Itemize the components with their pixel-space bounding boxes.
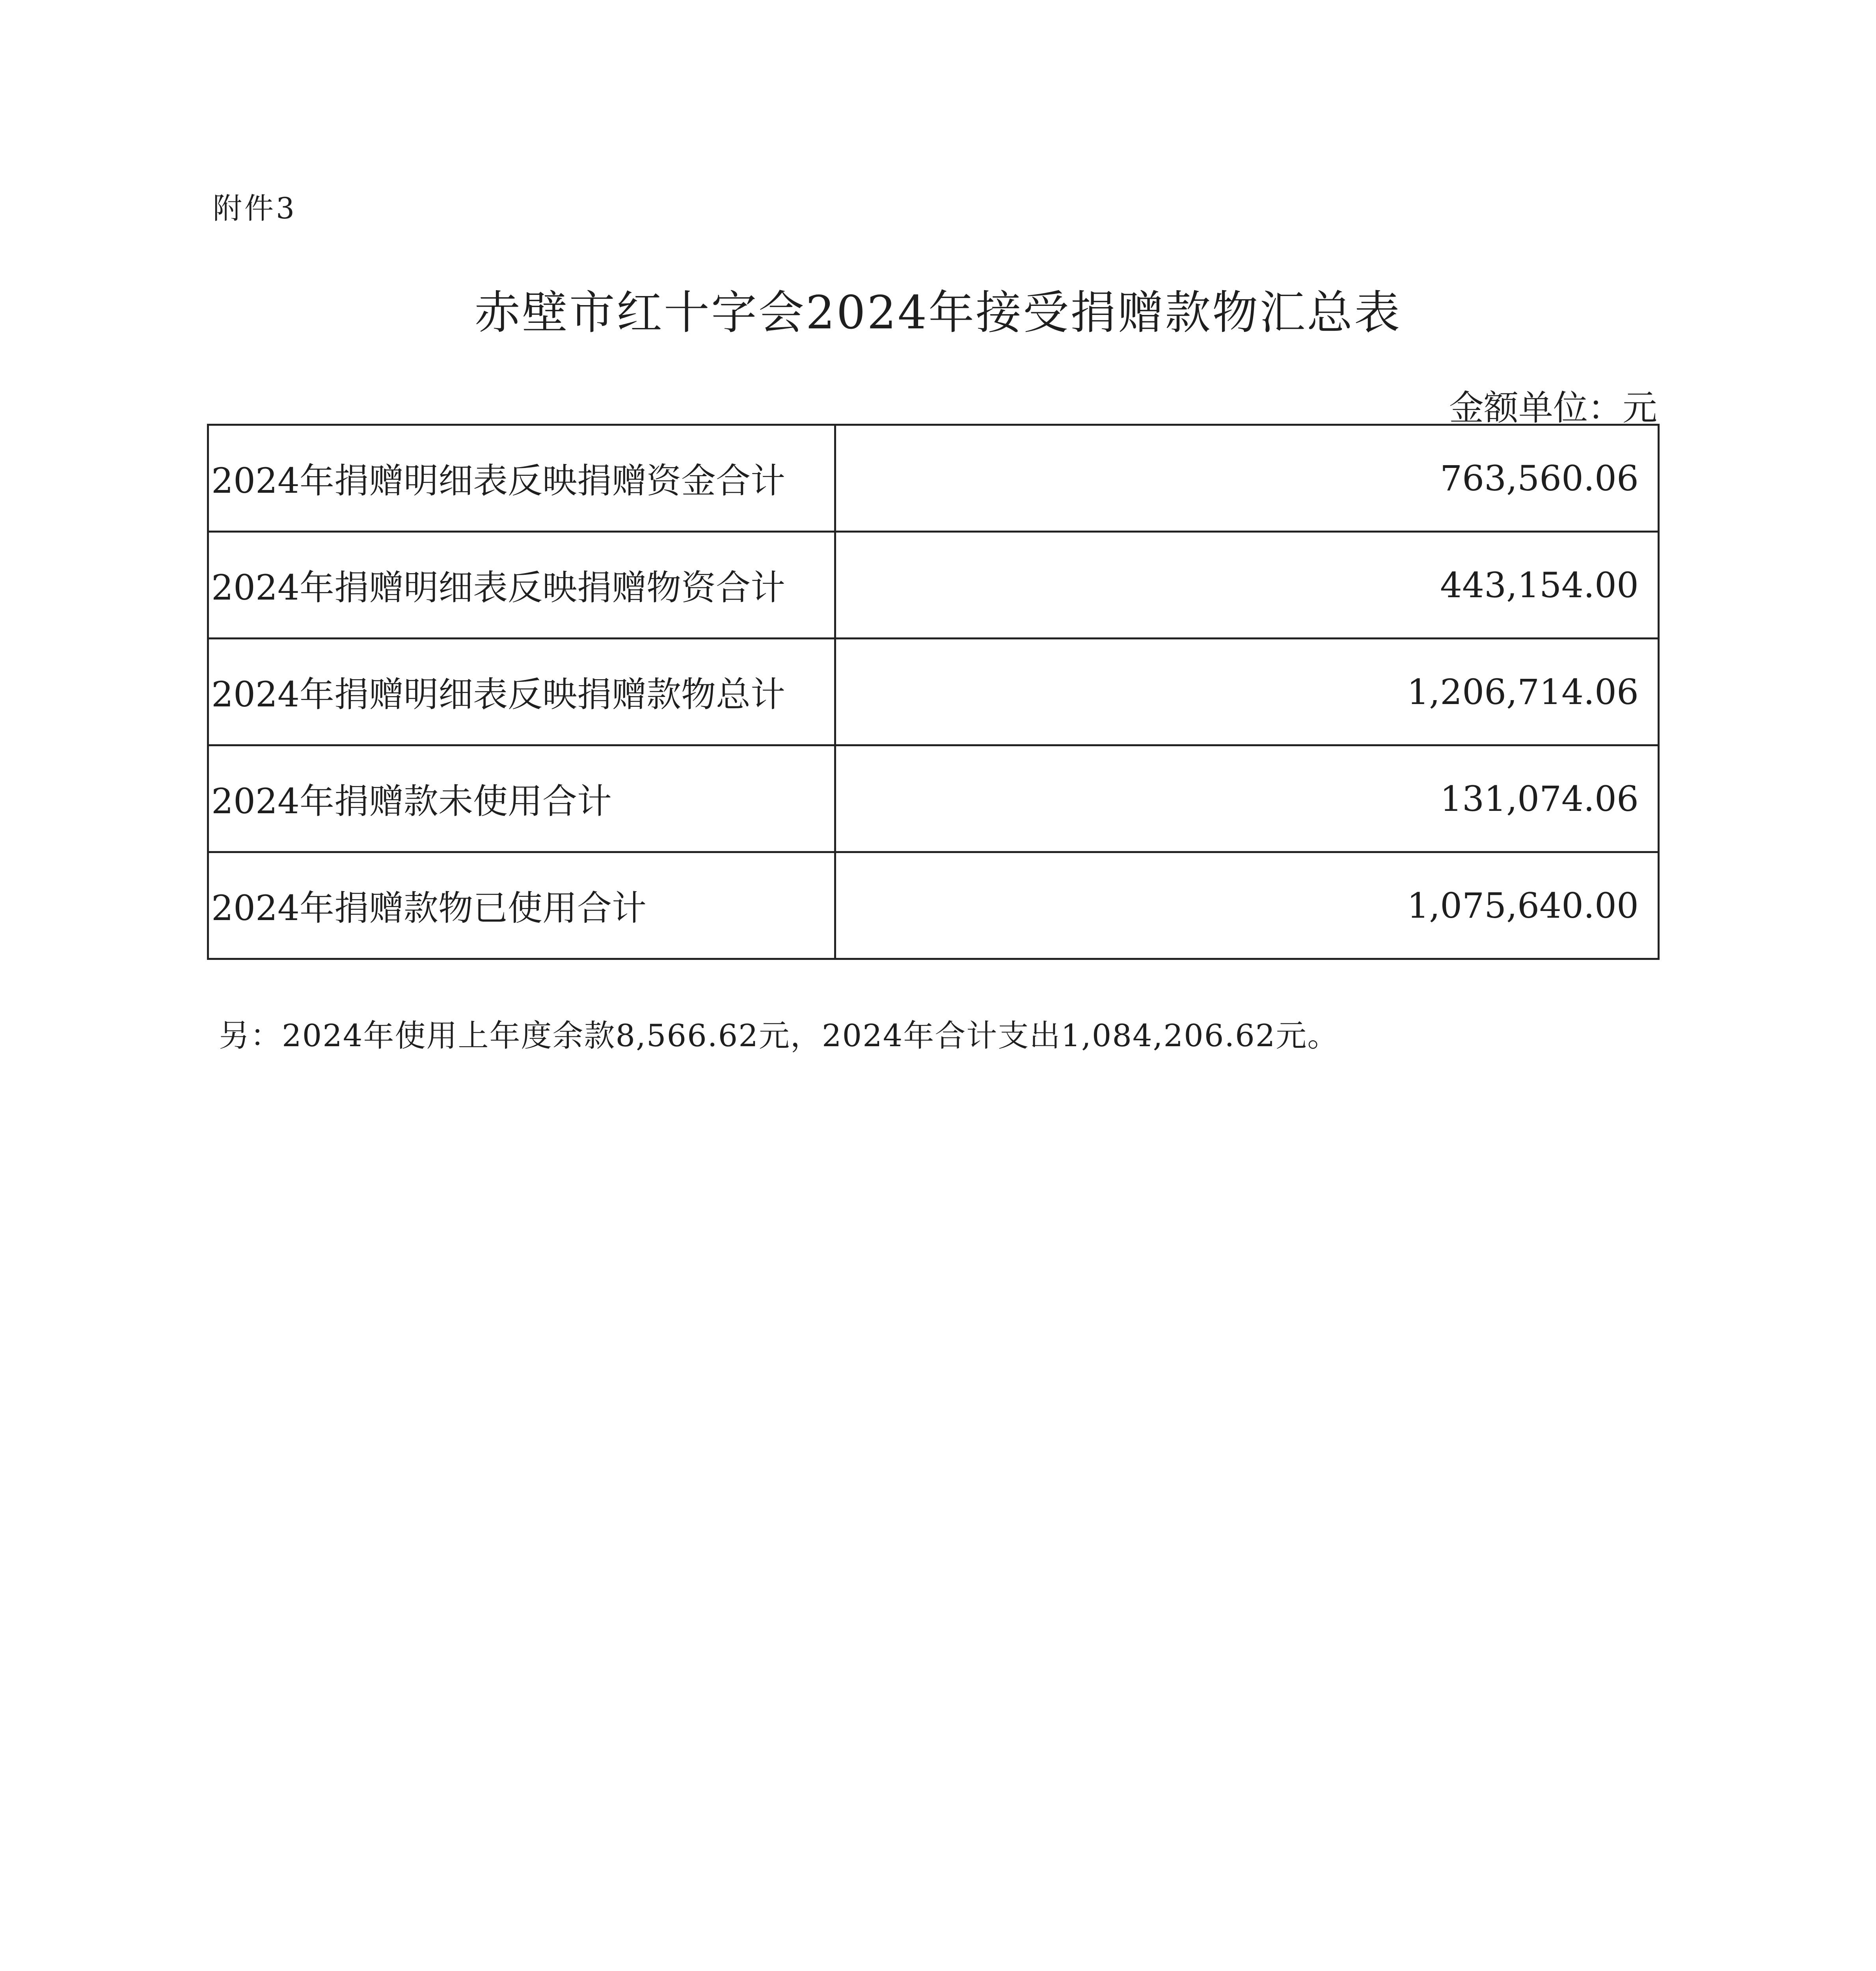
row-value: 1,075,640.00	[835, 852, 1659, 959]
row-label: 2024年捐赠明细表反映捐赠物资合计	[208, 532, 835, 639]
table-row	[208, 745, 1659, 852]
table-row	[208, 532, 1659, 639]
summary-table	[207, 424, 1660, 960]
attachment-label: 附件3	[213, 192, 297, 225]
table-row	[208, 639, 1659, 745]
row-value: 1,206,714.06	[835, 639, 1659, 745]
row-label: 2024年捐赠款未使用合计	[208, 745, 835, 852]
unit-note: 金额单位：元	[1449, 387, 1657, 428]
row-label: 2024年捐赠明细表反映捐赠款物总计	[208, 639, 835, 745]
table-row	[208, 425, 1659, 532]
table-row	[208, 852, 1659, 959]
row-value: 443,154.00	[835, 532, 1659, 639]
row-value: 131,074.06	[835, 745, 1659, 852]
row-value: 763,560.06	[835, 425, 1659, 532]
row-label: 2024年捐赠明细表反映捐赠资金合计	[208, 425, 835, 532]
row-label: 2024年捐赠款物已使用合计	[208, 852, 835, 959]
footnote: 另：2024年使用上年度余款8,566.62元，2024年合计支出1,084,206.62元。	[219, 1018, 1339, 1054]
page-title: 赤壁市红十字会2024年接受捐赠款物汇总表	[474, 286, 1402, 339]
